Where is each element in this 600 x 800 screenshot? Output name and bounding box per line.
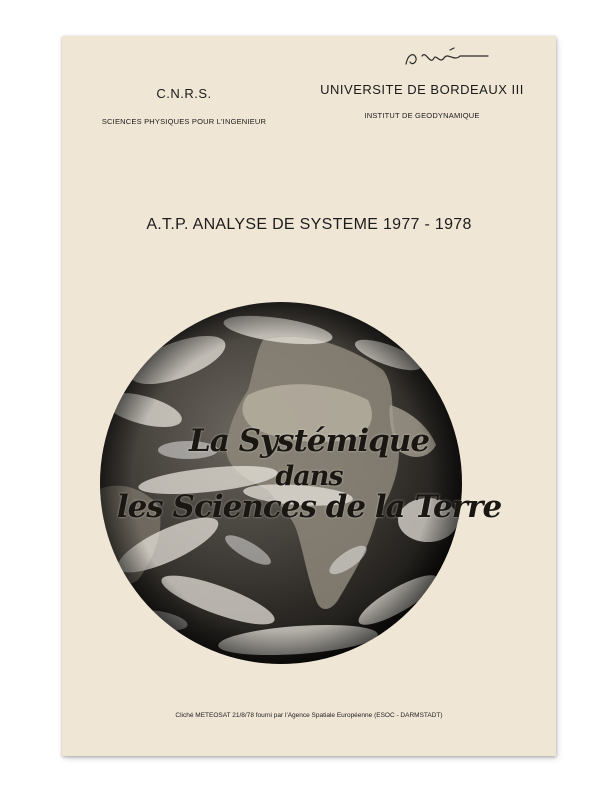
title-line-3: les Sciences de la Terre — [116, 489, 502, 525]
title-line-1: La Systémique — [188, 423, 430, 459]
cnrs-name: C.N.R.S. — [156, 86, 212, 101]
program-line: A.T.P. ANALYSE DE SYSTEME 1977 - 1978 — [146, 216, 472, 233]
book-cover — [62, 36, 556, 756]
university-name: UNIVERSITE DE BORDEAUX III — [320, 82, 524, 97]
image-credit: Cliché METEOSAT 21/8/78 fourni par l'Agence Spatiale Européenne (ESOC - DARMSTADT) — [175, 712, 443, 719]
book-title — [62, 423, 556, 525]
university-block — [302, 82, 542, 120]
cnrs-subtitle: SCIENCES PHYSIQUES POUR L'INGENIEUR — [101, 117, 267, 126]
university-subtitle: INSTITUT DE GEODYNAMIQUE — [364, 111, 480, 120]
title-line-2: dans — [275, 461, 343, 492]
cnrs-block — [94, 86, 274, 126]
handwritten-signature — [402, 44, 492, 74]
